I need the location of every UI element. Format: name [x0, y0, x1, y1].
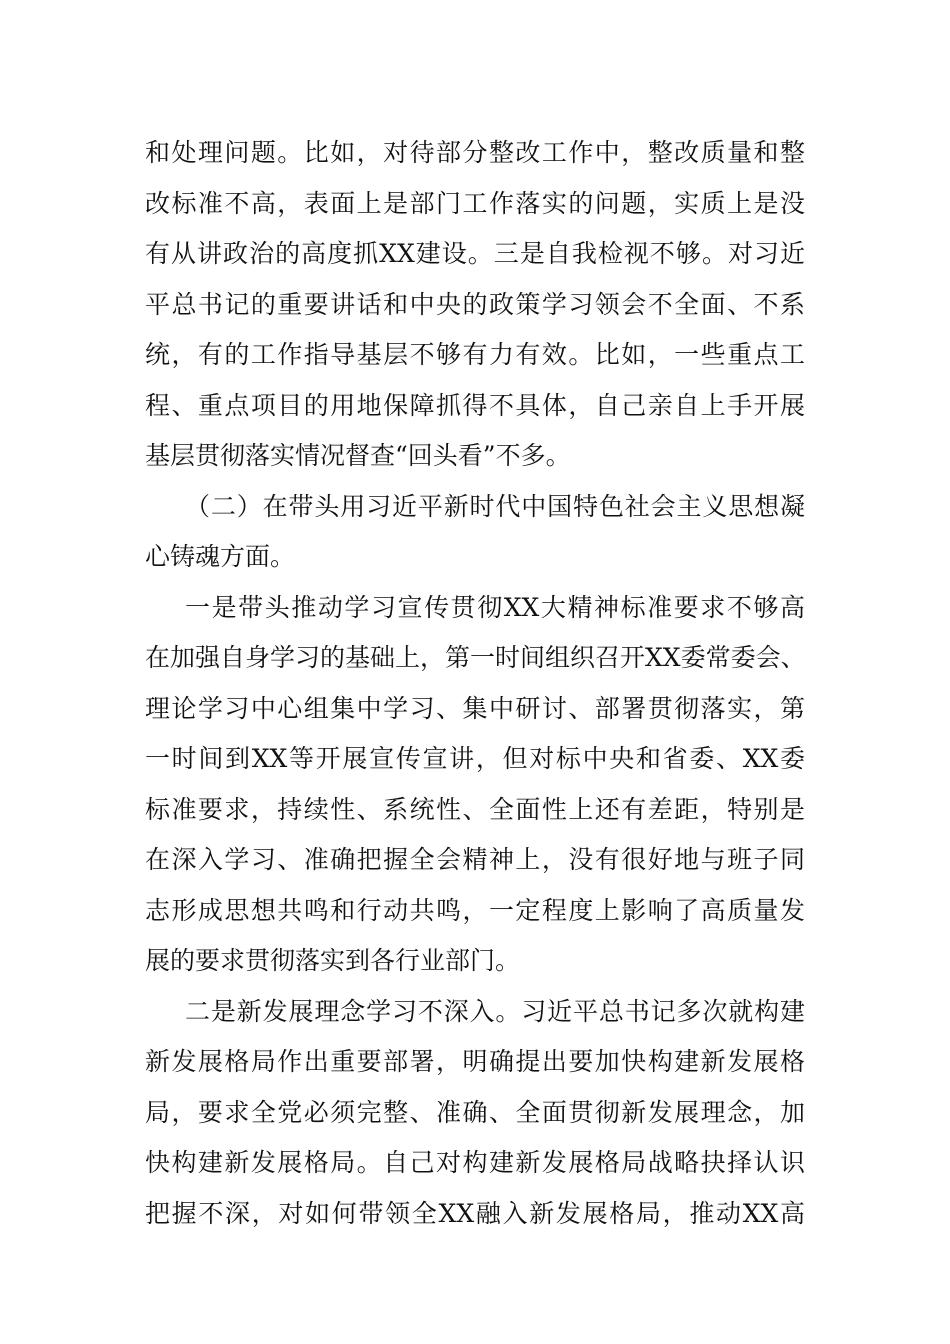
text-line: 一时间到XX等开展宣传宣讲，但对标中央和省委、XX委	[145, 744, 805, 773]
text-line: 快构建新发展格局。自己对构建新发展格局战略抉择认识	[145, 1148, 805, 1177]
text-line: 在深入学习、准确把握全会精神上，没有很好地与班子同	[145, 845, 805, 874]
text-line: 局，要求全党必须完整、准确、全面贯彻新发展理念，加	[145, 1097, 805, 1127]
text-line: 和处理问题。比如，对待部分整改工作中，整改质量和整	[145, 138, 805, 167]
section-heading-line: 心铸魂方面。	[145, 542, 296, 571]
text-line: 统，有的工作指导基层不够有力有效。比如，一些重点工	[145, 340, 805, 369]
text-line: 程、重点项目的用地保障抓得不具体，自己亲自上手开展	[145, 390, 805, 420]
text-line: 志形成思想共鸣和行动共鸣，一定程度上影响了高质量发	[145, 895, 805, 925]
text-line: 一是带头推动学习宣传贯彻XX大精神标准要求不够高	[185, 592, 805, 622]
text-line: 把握不深，对如何带领全XX融入新发展格局，推动XX高	[145, 1198, 805, 1228]
section-heading-line: （二）在带头用习近平新时代中国特色社会主义思想凝	[185, 491, 805, 521]
text-line: 理论学习中心组集中学习、集中研讨、部署贯彻落实，第	[145, 693, 805, 723]
text-line: 新发展格局作出重要部署，明确提出要加快构建新发展格	[145, 1047, 805, 1076]
text-line: 在加强自身学习的基础上，第一时间组织召开XX委常委会、	[145, 643, 806, 672]
text-line: 平总书记的重要讲话和中央的政策学习领会不全面、不系	[145, 289, 805, 319]
text-line: 二是新发展理念学习不深入。习近平总书记多次就构建	[185, 996, 805, 1026]
text-line: 展的要求贯彻落实到各行业部门。	[145, 946, 521, 975]
text-line: 标准要求，持续性、系统性、全面性上还有差距，特别是	[145, 794, 805, 824]
text-line: 基层贯彻落实情况督查“回头看”不多。	[145, 441, 571, 470]
text-line: 改标准不高，表面上是部门工作落实的问题，实质上是没	[145, 188, 805, 218]
text-line: 有从讲政治的高度抓XX建设。三是自我检视不够。对习近	[145, 239, 805, 268]
document-body	[145, 128, 825, 1239]
